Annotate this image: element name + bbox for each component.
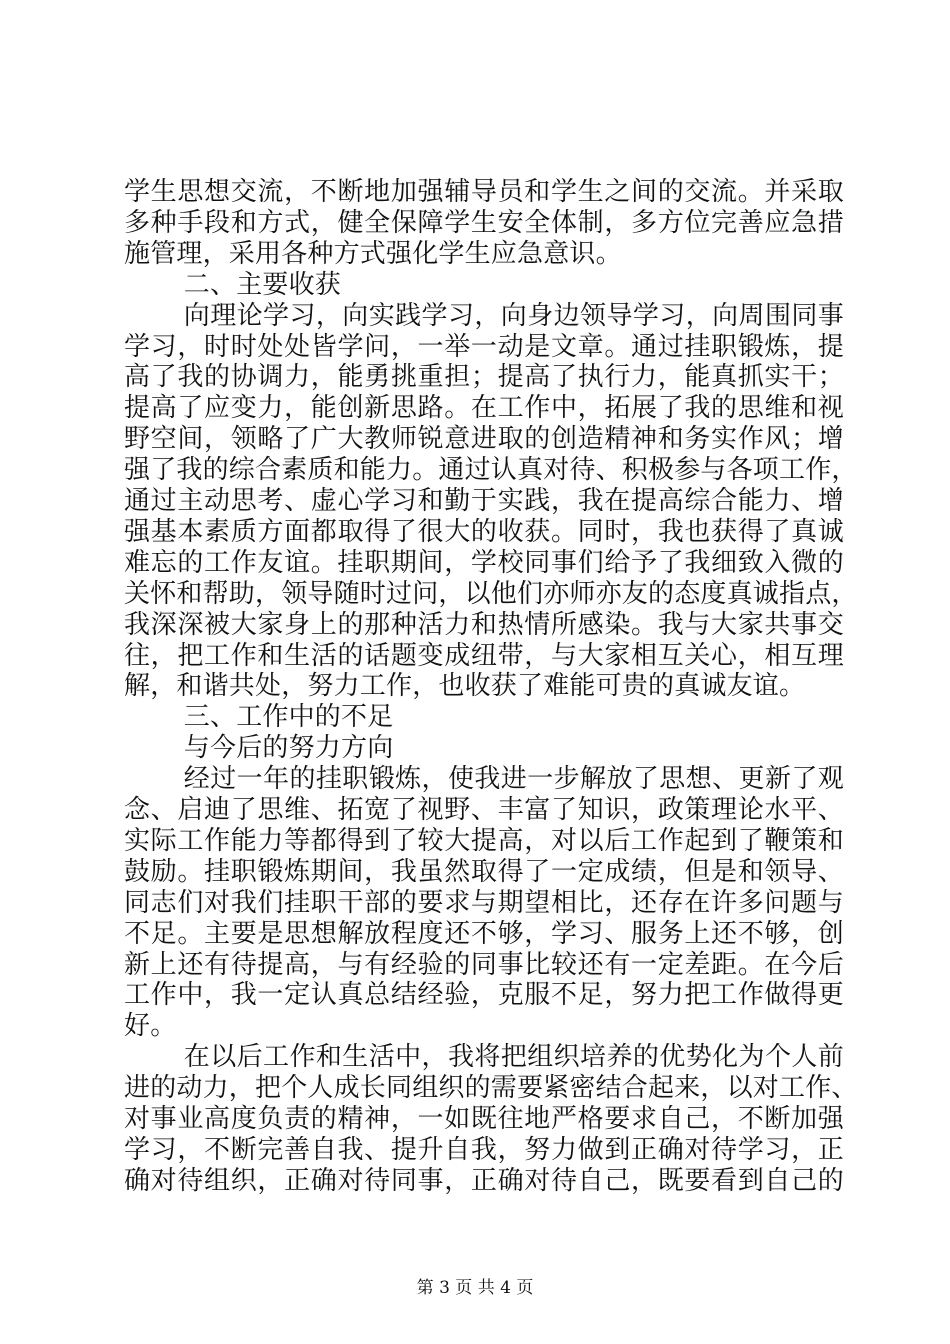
- text-line: 念、启迪了思维、拓宽了视野、丰富了知识，政策理论水平、: [124, 795, 844, 825]
- text-line: 我深深被大家身上的那种活力和热情所感染。我与大家共事交: [124, 609, 844, 640]
- text-line: 强基本素质方面都取得了很大的收获。同时，我也获得了真诚: [124, 516, 844, 547]
- text-line: 高了我的协调力，能勇挑重担；提高了执行力，能真抓实干；: [124, 362, 844, 393]
- text-line: 进的动力，把个人成长同组织的需要紧密结合起来，以对工作、: [124, 1073, 858, 1104]
- page-footer: 第 3 页 共 4 页: [416, 1278, 534, 1298]
- text-line: 难忘的工作友谊。挂职期间，学校同事们给予了我细致入微的: [124, 547, 844, 578]
- text-line: 不足。主要是思想解放程度还不够，学习、服务上还不够，创: [124, 918, 844, 949]
- text-line: 好。: [124, 1011, 177, 1042]
- text-line: 学生思想交流，不断地加强辅导员和学生之间的交流。并采取: [124, 177, 844, 207]
- text-line: 实际工作能力等都得到了较大提高，对以后工作起到了鞭策和: [124, 825, 844, 856]
- text-line: 关怀和帮助，领导随时过问，以他们亦师亦友的态度真诚指点，: [124, 578, 858, 609]
- text-line: 强了我的综合素质和能力。通过认真对待、积极参与各项工作，: [124, 455, 858, 486]
- text-line: 工作中，我一定认真总结经验，克服不足，努力把工作做得更: [124, 980, 844, 1011]
- text-line: 多种手段和方式，健全保障学生安全体制，多方位完善应急措: [124, 207, 844, 238]
- text-line: 对事业高度负责的精神，一如既往地严格要求自己，不断加强: [124, 1104, 844, 1134]
- text-line: 新上还有待提高，与有经验的同事比较还有一定差距。在今后: [124, 949, 844, 980]
- text-line: 施管理，采用各种方式强化学生应急意识。: [124, 238, 622, 269]
- text-line: 与今后的努力方向: [183, 733, 394, 764]
- text-line: 经过一年的挂职锻炼，使我进一步解放了思想、更新了观: [183, 764, 844, 795]
- text-line: 提高了应变力，能创新思路。在工作中，拓展了我的思维和视: [124, 393, 844, 424]
- text-line: 学习，不断完善自我、提升自我，努力做到正确对待学习，正: [124, 1134, 844, 1165]
- text-line: 学习，时时处处皆学问，一举一动是文章。通过挂职锻炼，提: [124, 331, 844, 362]
- text-line: 通过主动思考、虚心学习和勤于实践，我在提高综合能力、增: [124, 486, 844, 516]
- text-line: 往，把工作和生活的话题变成纽带，与大家相互关心，相互理: [124, 640, 844, 671]
- text-line: 同志们对我们挂职干部的要求与期望相比，还存在许多问题与: [124, 887, 844, 918]
- text-line: 野空间，领略了广大教师锐意进取的创造精神和务实作风；增: [124, 424, 844, 455]
- text-line: 在以后工作和生活中，我将把组织培养的优势化为个人前: [183, 1042, 844, 1073]
- text-line: 向理论学习，向实践学习，向身边领导学习，向周围同事: [183, 300, 844, 331]
- text-line: 确对待组织，正确对待同事，正确对待自己，既要看到自己的: [124, 1165, 844, 1196]
- text-line: 三、工作中的不足: [183, 702, 394, 733]
- text-line: 鼓励。挂职锻炼期间，我虽然取得了一定成绩，但是和领导、: [124, 856, 844, 887]
- text-line: 二、主要收获: [183, 269, 341, 300]
- text-line: 解，和谐共处，努力工作，也收获了难能可贵的真诚友谊。: [124, 671, 806, 702]
